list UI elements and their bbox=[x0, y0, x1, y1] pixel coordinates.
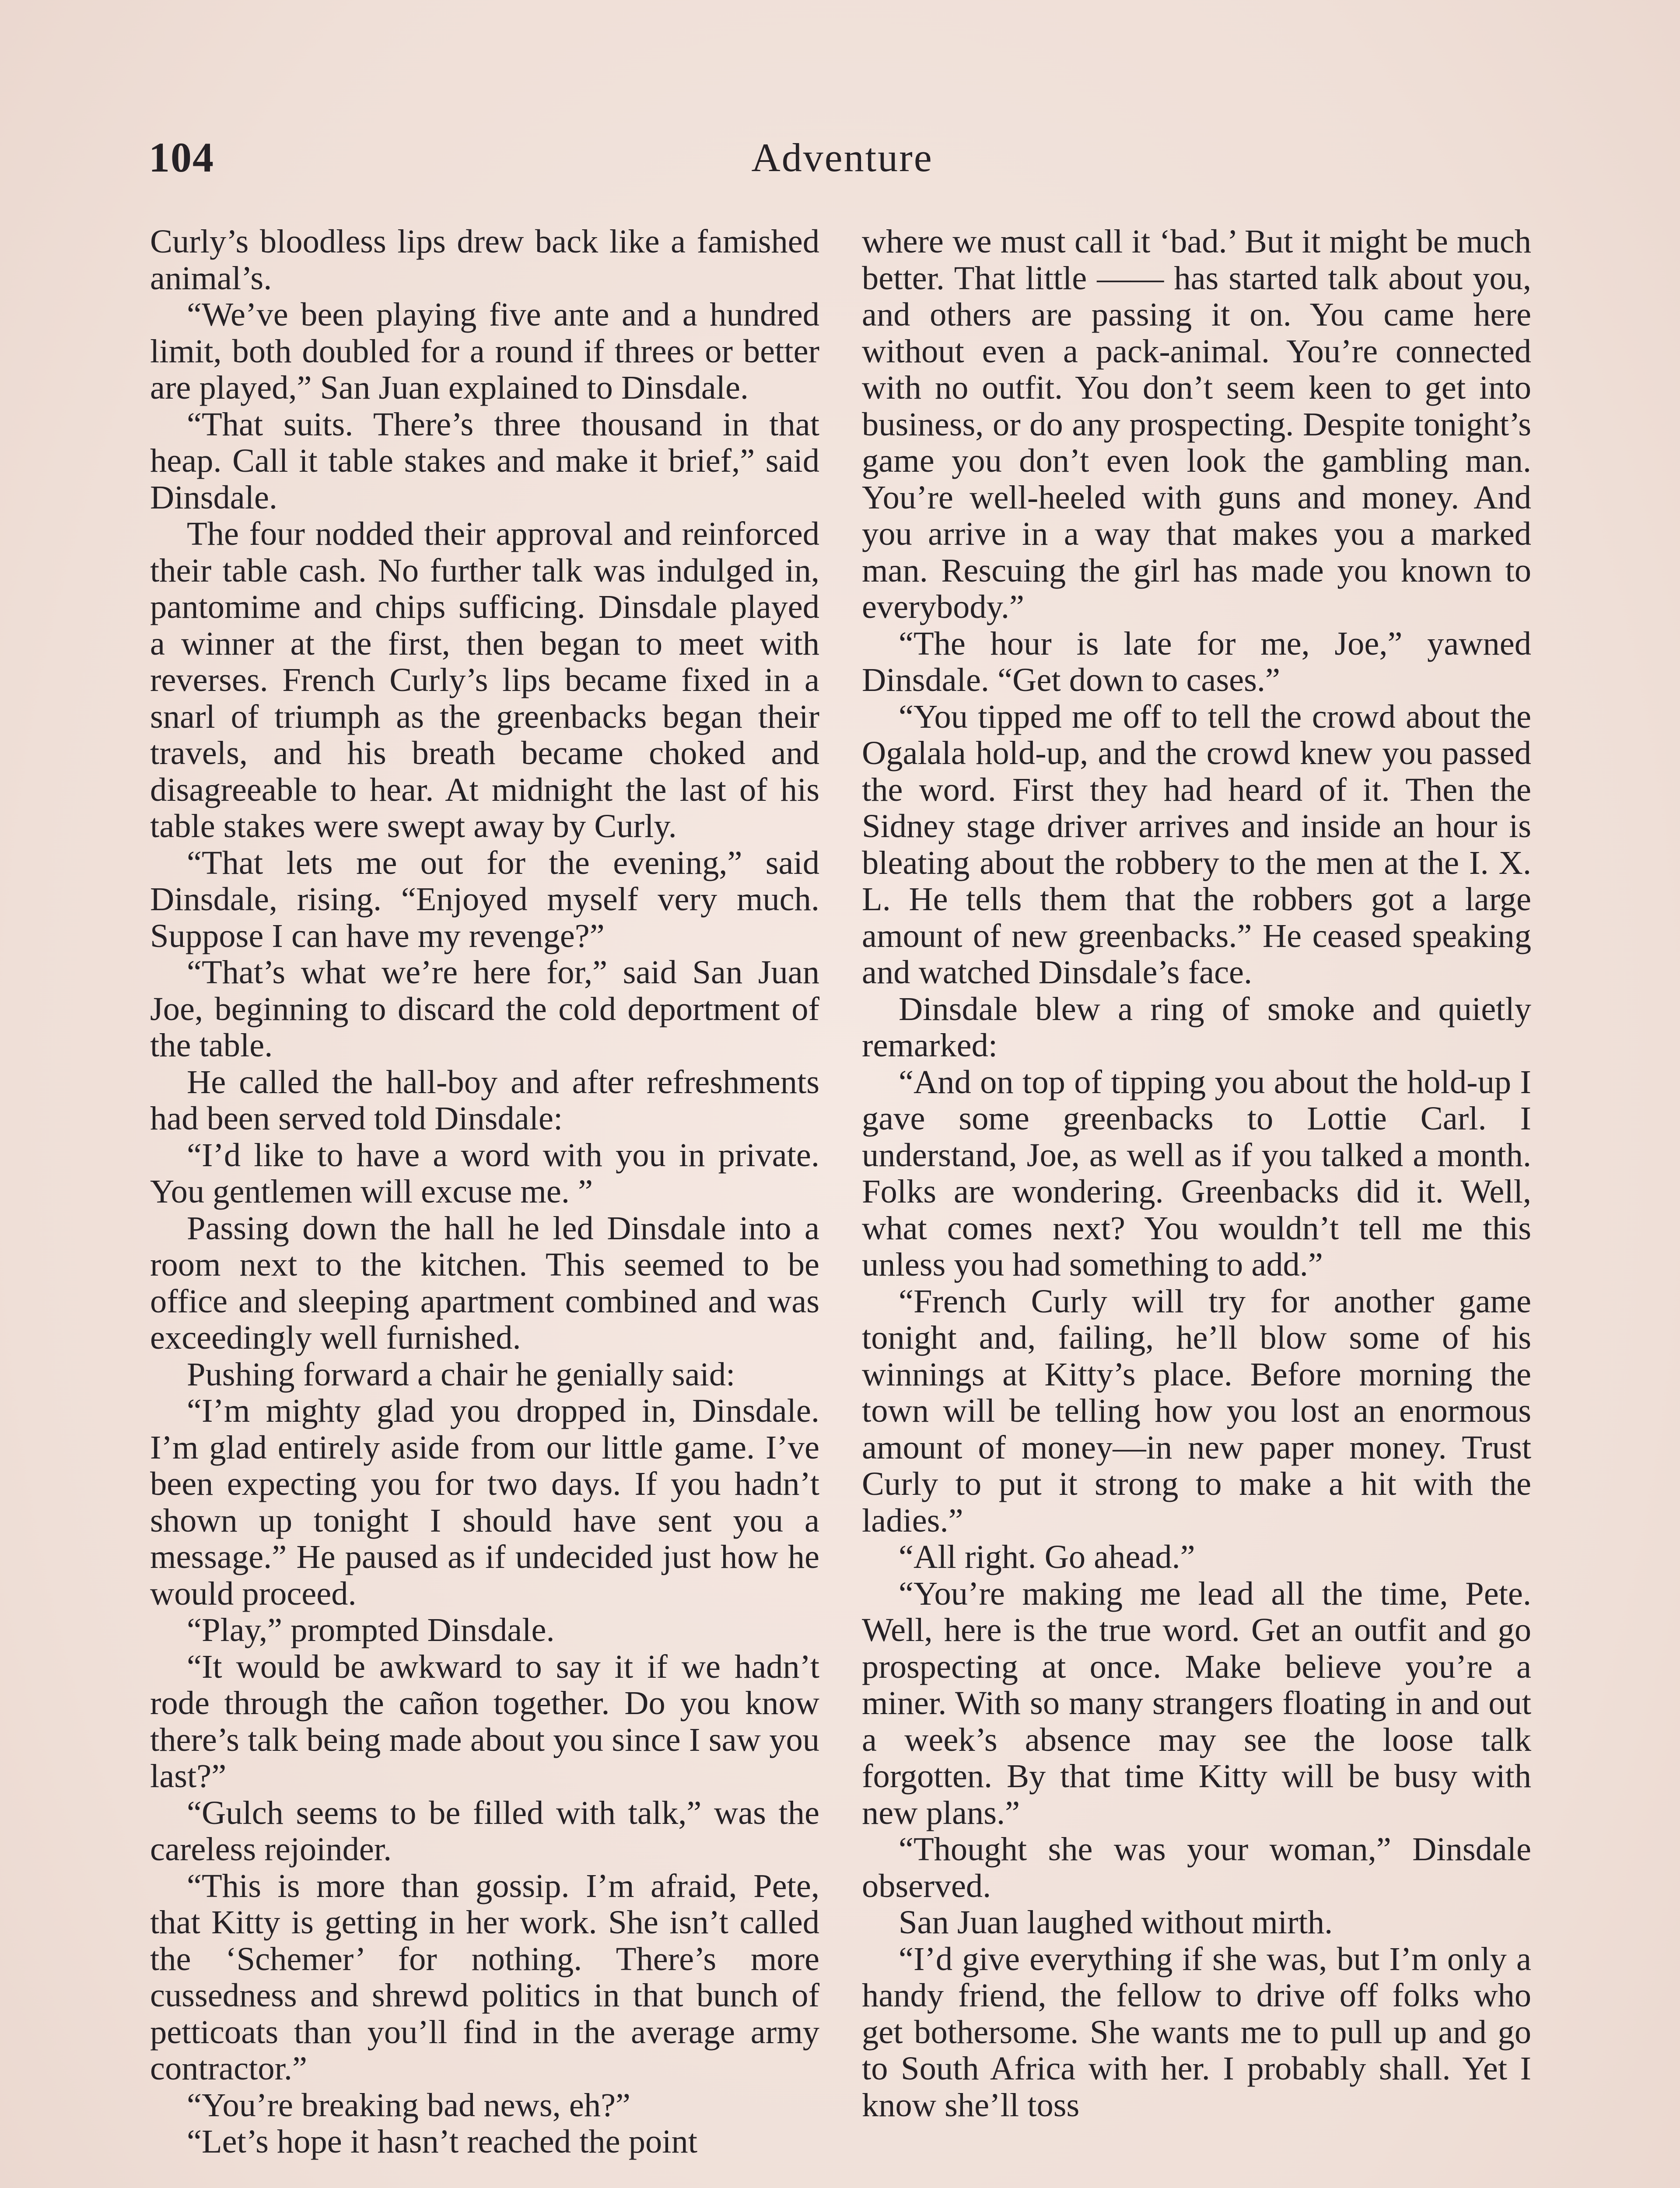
paragraph: “It would be awkward to say it if we hadn’t rode through the cañon together. Do you know there’s talk being made about you since I saw you last?” bbox=[150, 1648, 819, 1795]
paragraph: Passing down the hall he led Dinsdale into a room next to the kitchen. This seemed to be office and sleeping apartment combined and was exceedingly well furnished. bbox=[150, 1209, 819, 1356]
paragraph: “Gulch seems to be filled with talk,” was the careless rejoinder. bbox=[150, 1794, 819, 1868]
paragraph: “Play,” prompted Dinsdale. bbox=[187, 1611, 555, 1648]
paragraph: “All right. Go ahead.” bbox=[899, 1538, 1195, 1575]
running-title: Adventure bbox=[751, 135, 933, 180]
paragraph: “The hour is late for me, Joe,” yawned Dinsdale. “Get down to cases.” bbox=[862, 624, 1531, 698]
paragraph: The four nodded their approval and reinforced their table cash. No further talk was indulged in, pantomime and chips sufficing. Dinsdale played a winner at the first, then began to meet with reverses. French Curly’s lips became fixed in a snarl of triumph as the greenbacks began their travels, and his breath became choked and disagreeable to hear. At midnight the last of his table stakes were swept away by Curly. bbox=[150, 515, 819, 845]
paragraph: “Let’s hope it hasn’t reached the point bbox=[187, 2123, 697, 2160]
paragraph: “That lets me out for the evening,” said Dinsdale, rising. “Enjoyed myself very much. Suppose I can have my revenge?” bbox=[150, 844, 819, 954]
page-header bbox=[149, 127, 1536, 188]
paragraph: “That’s what we’re here for,” said San Juan Joe, beginning to discard the cold deportment of the table. bbox=[150, 954, 819, 1064]
paragraph: “You’re making me lead all the time, Pete. Well, here is the true word. Get an outfit and go prospecting at once. Make believe you’re a miner. With so many strangers floating in and out a week’s absence may see the loose talk forgotten. By that time Kitty will be busy with new plans.” bbox=[862, 1574, 1531, 1831]
left-column bbox=[150, 223, 819, 2160]
page-number: 104 bbox=[149, 134, 214, 181]
paragraph: “I’d give everything if she was, but I’m only a handy friend, the fellow to drive off folks who get bothersome. She wants me to pull up and go to South Africa with her. I probably shall. Yet I know she’ll toss bbox=[862, 1940, 1531, 2124]
paragraph: “You tipped me off to tell the crowd about the Ogalala hold-up, and the crowd knew you passed the word. First they had heard of it. Then the Sidney stage driver arrives and inside an hour is bleating about the robbery to the men at the I. X. L. He tells them that the robbers got a large amount of new greenbacks.” He ceased speaking and watched Dinsdale’s face. bbox=[862, 698, 1531, 991]
paragraph: “French Curly will try for another game tonight and, failing, he’ll blow some of his winnings at Kitty’s place. Before morning the town will be telling how you lost an enormous amount of money—in new paper money. Trust Curly to put it strong to make a hit with the ladies.” bbox=[862, 1282, 1531, 1539]
paragraph: “Thought she was your woman,” Dinsdale observed. bbox=[862, 1830, 1531, 1904]
paragraph: “I’m mighty glad you dropped in, Dinsdale. I’m glad entirely aside from our little game. I’ve been expecting you for two days. If you hadn’t shown up tonight I should have sent you a message.” He paused as if undecided just how he would proceed. bbox=[150, 1392, 819, 1612]
paragraph: Pushing forward a chair he genially said: bbox=[187, 1355, 735, 1393]
paragraph: “You’re breaking bad news, eh?” bbox=[187, 2086, 630, 2124]
paragraph: Curly’s bloodless lips drew back like a famished animal’s. bbox=[150, 223, 819, 297]
paragraph: San Juan laughed without mirth. bbox=[899, 1904, 1333, 1941]
paragraph: “And on top of tipping you about the hold-up I gave some greenbacks to Lottie Carl. I understand, Joe, as well as if you talked a month. Folks are wondering. Greenbacks did it. Well, what comes next? You wouldn’t tell me this unless you had something to add.” bbox=[862, 1063, 1531, 1283]
paragraph: “We’ve been playing five ante and a hundred limit, both doubled for a round if threes or better are played,” San Juan explained to Dinsdale. bbox=[150, 296, 819, 406]
paragraph: He called the hall-boy and after refreshments had been served told Dinsdale: bbox=[150, 1063, 819, 1137]
paragraph: where we must call it ‘bad.’ But it might be much better. That little —— has started talk about you, and others are passing it on. You came here without even a pack-animal. You’re connected with no outfit. You don’t seem keen to get into business, or do any prospecting. Despite tonight’s game you don’t even look the gambling man. You’re well-heeled with guns and money. And you arrive in a way that makes you a marked man. Rescuing the girl has made you known to everybody.” bbox=[862, 223, 1531, 625]
paragraph: “That suits. There’s three thousand in that heap. Call it table stakes and make it brief,” said Dinsdale. bbox=[150, 405, 819, 516]
paragraph: Dinsdale blew a ring of smoke and quietly remarked: bbox=[862, 990, 1531, 1064]
right-column bbox=[862, 223, 1531, 2123]
paragraph: “I’d like to have a word with you in private. You gentlemen will excuse me. ” bbox=[150, 1136, 819, 1210]
paragraph: “This is more than gossip. I’m afraid, Pete, that Kitty is getting in her work. She isn’t called the ‘Schemer’ for nothing. There’s more cussedness and shrewd politics in that bunch of petticoats than you’ll find in the average army contractor.” bbox=[150, 1867, 819, 2087]
